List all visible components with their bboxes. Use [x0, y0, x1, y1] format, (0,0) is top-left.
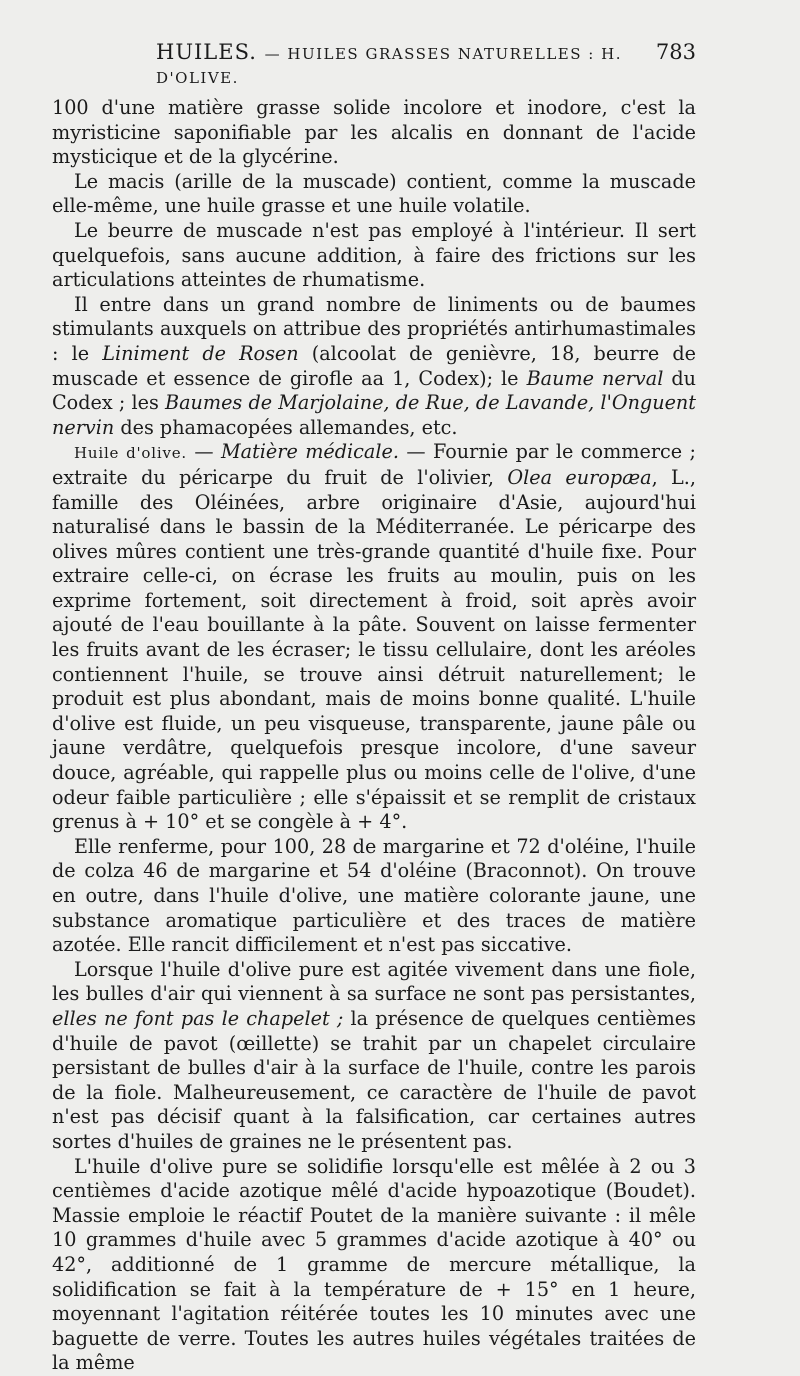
- paragraph-8: L'huile d'olive pure se solidifie lorsqu'elle est mêlée à 2 ou 3 centièmes d'acide azotique mêlé d'acide hypoazotique (Boudet). Massie emploie le réactif Poutet de la manière suivante : il mêle 10 grammes d'huile avec 5 grammes d'acide azotique à 40° ou 42°, additionné de 1 gramme de mercure métallique, la solidification se fait à la température de + 15° en 1 heure, moyennant l'agitation réitérée toutes les 10 minutes avec une baguette de verre. Toutes les autres huiles végétales traitées de la même: [52, 1154, 696, 1375]
- section-heading-huile-olive: Huile d'olive.: [74, 444, 187, 463]
- p4-baume-nerval: Baume nerval: [526, 366, 664, 390]
- paragraph-5: [52, 440, 696, 835]
- header-title: HUILES.: [156, 40, 257, 64]
- p4-baumes-list: Baumes de Marjolaine, de Rue, de Lavande, l'Onguent nervin: [52, 391, 696, 439]
- p4-text-a: Il entre dans un grand nombre de liniments ou de baumes stimulants auxquels on attribue des propriétés antirhumastimales : le: [52, 292, 696, 365]
- paragraph-4: [52, 293, 696, 441]
- p5-dash: —: [186, 440, 221, 464]
- p5-text-b: , L., famille des Oléinées, arbre originaire d'Asie, aujourd'hui naturalisé dans le bassin de la Méditerranée. Le péricarpe des olives mûres contient une très-grande quantité d'huile fixe. Pour extraire celle-ci, on écrase les fruits au moulin, puis on les exprime fortement, soit directement à froid, soit après avoir ajouté de l'eau bouillante à la pâte. Souvent on laisse fermenter les fruits avant de les écraser; le tissu cellulaire, dont les aréoles contiennent l'huile, se trouve ainsi détruit naturellement; le produit est plus abondant, mais de moins bonne qualité. L'huile d'olive est fluide, un peu visqueuse, transparente, jaune pâle ou jaune verdâtre, quelquefois presque incolore, d'une saveur douce, agréable, qui rappelle plus ou moins celle de l'olive, d'une odeur faible particulière ; elle s'épaissit et se remplit de cristaux grenus à + 10° et se congèle à + 4°.: [52, 465, 697, 834]
- paragraph-3: Le beurre de muscade n'est pas employé à l'intérieur. Il sert quelquefois, sans aucune addition, à faire des frictions sur les articulations atteintes de rhumatisme.: [52, 218, 696, 292]
- p4-text-g: des phamacopées allemandes, etc.: [114, 415, 458, 439]
- p4-liniment-rosen: Liniment de Rosen: [102, 341, 299, 365]
- p7-chapelet-phrase: elles ne font pas le chapelet ;: [52, 1006, 344, 1030]
- running-header: [52, 40, 696, 88]
- body-text: [52, 96, 696, 1376]
- p5-text-a: — Fournie par le commerce ; extraite du péricarpe du fruit de l'olivier,: [52, 440, 696, 489]
- section-subheading: Matière médicale.: [220, 440, 399, 464]
- paragraph-7: [52, 958, 696, 1155]
- running-title: [52, 40, 656, 88]
- p7-text-c: la présence de quelques centièmes d'huile de pavot (œillette) se trahit par un chapelet circulaire persistant de bulles d'air à la surface de l'huile, contre les parois de la fiole. Malheureusement, ce caractère de l'huile de pavot n'est pas décisif quant à la falsification, car certaines autres sortes d'huiles de graines ne le présentent pas.: [52, 1006, 696, 1153]
- p5-species-name: Olea europæa: [507, 465, 652, 489]
- paragraph-6: Elle renferme, pour 100, 28 de margarine et 72 d'oléine, l'huile de colza 46 de margarine et 54 d'oléine (Braconnot). On trouve en outre, dans l'huile d'olive, une matière colorante jaune, une substance aromatique particulière et des traces de matière azotée. Elle rancit difficilement et n'est pas siccative.: [52, 834, 696, 957]
- paragraph-1: 100 d'une matière grasse solide incolore et inodore, c'est la myristicine saponifiable par les alcalis en donnant de l'acide mysticique et de la glycérine.: [52, 96, 696, 169]
- p7-text-a: Lorsque l'huile d'olive pure est agitée vivement dans une fiole, les bulles d'air qui viennent à sa surface ne sont pas persistantes,: [52, 957, 696, 1006]
- paragraph-2: Le macis (arille de la muscade) contient, comme la muscade elle-même, une huile grasse et une huile volatile.: [52, 169, 696, 218]
- p4-text-c: (alcoolat de genièvre, 18, beurre de muscade et essence de girofle aa 1, Codex); le: [52, 341, 697, 390]
- header-subtitle: — HUILES GRASSES NATURELLES : H. D'OLIVE.: [156, 45, 622, 87]
- page-number: 783: [655, 40, 696, 64]
- p4-text-e: du Codex ; les: [52, 366, 696, 415]
